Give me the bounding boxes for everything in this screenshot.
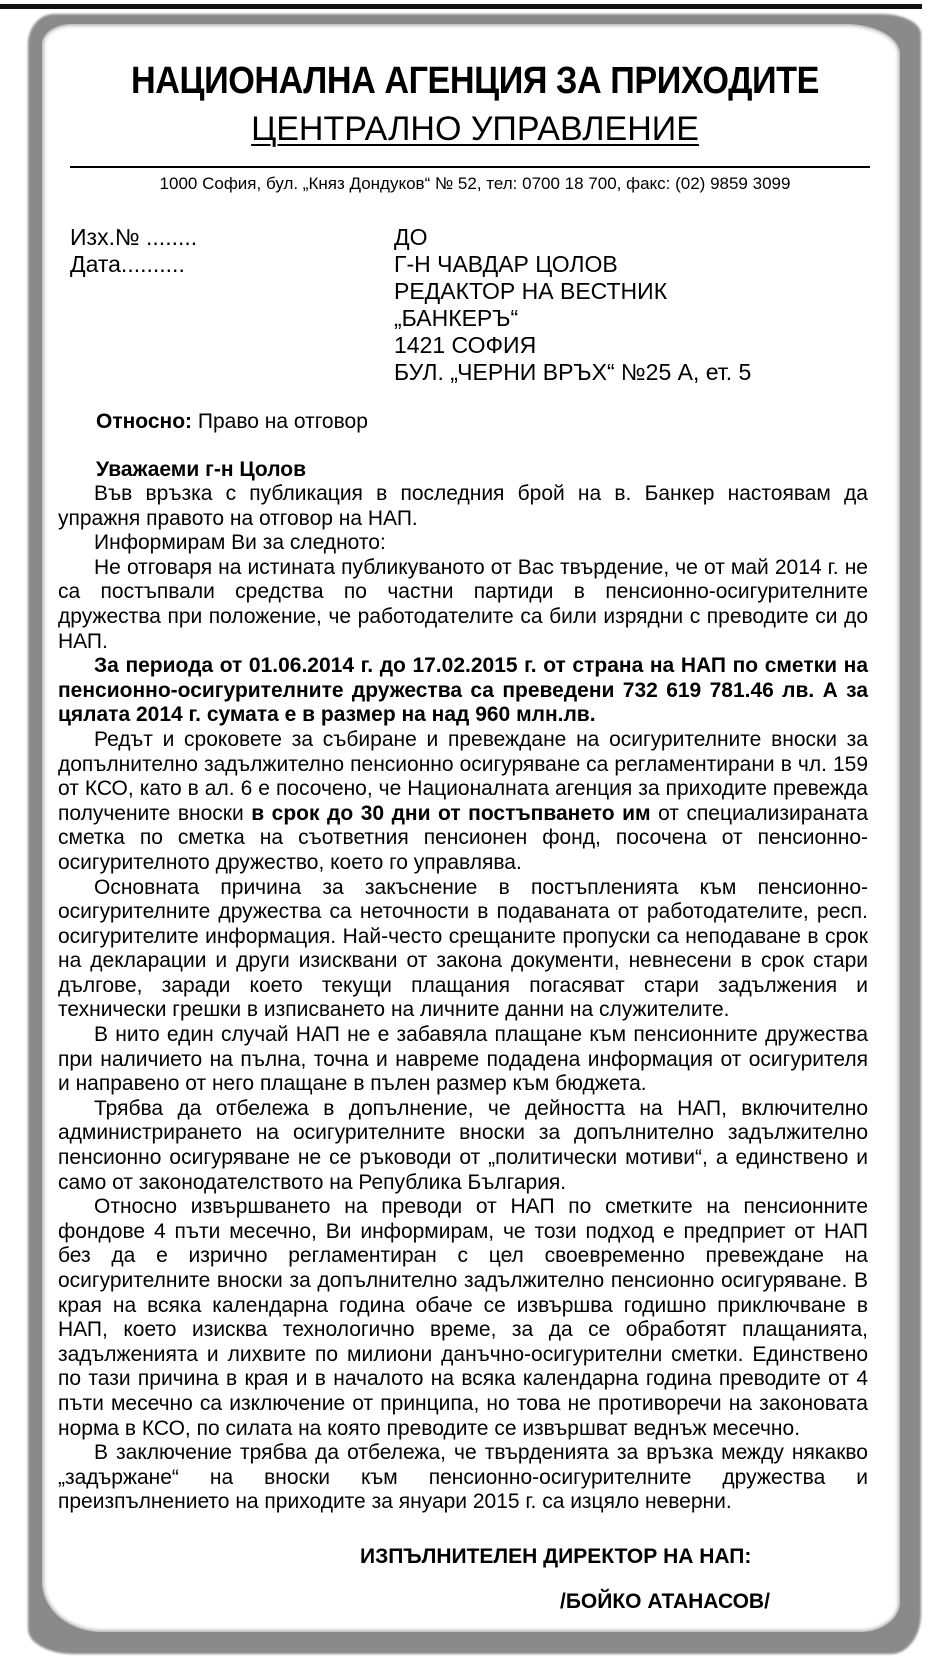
paragraph: Основната причина за закъснение в постъпленията към пенсионно-осигурителните дружества са неточности в подаваната от работодателите, респ. осигурителите информация. Най-често срещаните пропуски са неподаване в срок на декларации и други изисквани от закона документи, невнесени в срок стари дългове, заради което текущи плащания погасяват стари задължения и технически грешки в изписването на личните данни на служителите. — [58, 875, 868, 1022]
recipient-city: 1421 СОФИЯ — [394, 332, 537, 358]
recipient-name: Г-Н ЧАВДАР ЦОЛОВ — [394, 251, 618, 277]
signature-title: ИЗПЪЛНИТЕЛЕН ДИРЕКТОР НА НАП: — [360, 1545, 752, 1568]
agency-title: НАЦИОНАЛНА АГЕНЦИЯ ЗА ПРИХОДИТЕ — [131, 60, 819, 102]
paragraph: Информирам Ви за следното: — [94, 531, 386, 555]
paragraph-bold: За периода от 01.06.2014 г. до 17.02.2015 г. от страна на НАП по сметки на пенсионно-осигурителните дружества са преведени 732 619 781.46 лв. А за цялата 2014 г. сумата е в размер на над 960 млн.лв. — [58, 654, 868, 727]
signature-name: /БОЙКО АТАНАСОВ/ — [560, 1590, 770, 1613]
paragraph: Относно извършването на преводи от НАП по сметките на пенсионните фондове 4 пъти месечно, Ви информирам, че този подход е предприет от НАП без да е изрично регламентиран с цел своевременно превеждане на осигурителните вноски за допълнително задължително пенсионно осигуряване. В края на всяка календарна година обаче се извършва годишно приключване в НАП, което изисква технологично време, за да се обработят плащанията, задълженията и лихвите по милиони данъчно-осигурителни сметки. Единствено по тази причина в края и в началото на всяка календарна година преводите от 4 пъти месечно са изключение от принципа, но това не противоречи на законовата норма в КСО, по силата на която преводите се извършват веднъж месечно. — [58, 1195, 868, 1440]
top-border-rule — [0, 4, 922, 9]
letter-date: Дата.......... — [70, 251, 185, 277]
recipient-to: ДО — [394, 224, 428, 250]
header-divider — [70, 166, 870, 168]
subject-label: Относно: — [96, 410, 193, 433]
agency-subtitle: ЦЕНТРАЛНО УПРАВЛЕНИЕ — [251, 110, 699, 148]
paragraph: Не отговаря на истината публикуваното от Вас твърдение, че от май 2014 г. не са постъпвали средства по частни партиди в пенсионно-осигурителните дружества при положение, че работодателите са били изрядни с преводите си до НАП. — [58, 555, 868, 653]
recipient-block — [394, 224, 751, 386]
paragraph: В заключение трябва да отбележа, че твърденията за връзка между някакво „задържане“ на вноски към пенсионно-осигурителните дружества и преизпълнението на приходите за януари 2015 г. са изцяло неверни. — [58, 1441, 868, 1514]
reference-block — [70, 224, 197, 278]
salutation: Уважаеми г-н Цолов — [96, 458, 307, 481]
subject-text: Право на отговор — [192, 410, 368, 433]
paragraph-part: Редът и сроковете за събиране и превеждане на осигурителните вноски за допълнително задължително пенсионно осигуряване са регламентирани в чл. 159 от КСО, като в ал. 6 е посочено, че Националната агенция за приходите превежда получените вноски — [58, 727, 868, 825]
agency-address: 1000 София, бул. „Княз Дондуков“ № 52, тел: 0700 18 700, факс: (02) 9859 3099 — [159, 174, 791, 193]
paragraph-part: от специализираната сметка по сметка на съответния пенсионен фонд, посочена от пенсионно-осигурителното дружество, което го управлява. — [58, 801, 869, 874]
recipient-position: РЕДАКТОР НА ВЕСТНИК — [394, 278, 668, 304]
paragraph: В нито един случай НАП не е забавяла плащане към пенсионните дружества при наличието на пълна, точна и навреме подадена информация от осигурителя и направено от него плащане в пълен размер към бюджета. — [58, 1023, 868, 1096]
paragraph-bold-part: в срок до 30 дни от постъпването им — [251, 801, 651, 825]
outgoing-number: Изх.№ ........ — [70, 224, 198, 250]
recipient-newspaper: „БАНКЕРЪ“ — [394, 305, 519, 331]
paragraph: Трябва да отбележа в допълнение, че дейността на НАП, включително администрирането на осигурителните вноски за допълнително задължително пенсионно осигуряване не се ръководи от „политически мотиви“, а единствено и само от законодателството на Република България. — [58, 1096, 868, 1194]
paragraph-highlight — [58, 654, 868, 728]
letter-body — [58, 482, 868, 1515]
recipient-street: БУЛ. „ЧЕРНИ ВРЪХ“ №25 А, ет. 5 — [394, 359, 752, 385]
paragraph: Във връзка с публикация в последния брой на в. Банкер настоявам да упражня правото на отговор на НАП. — [58, 482, 868, 530]
subject-line — [96, 410, 368, 434]
paragraph — [58, 728, 868, 876]
